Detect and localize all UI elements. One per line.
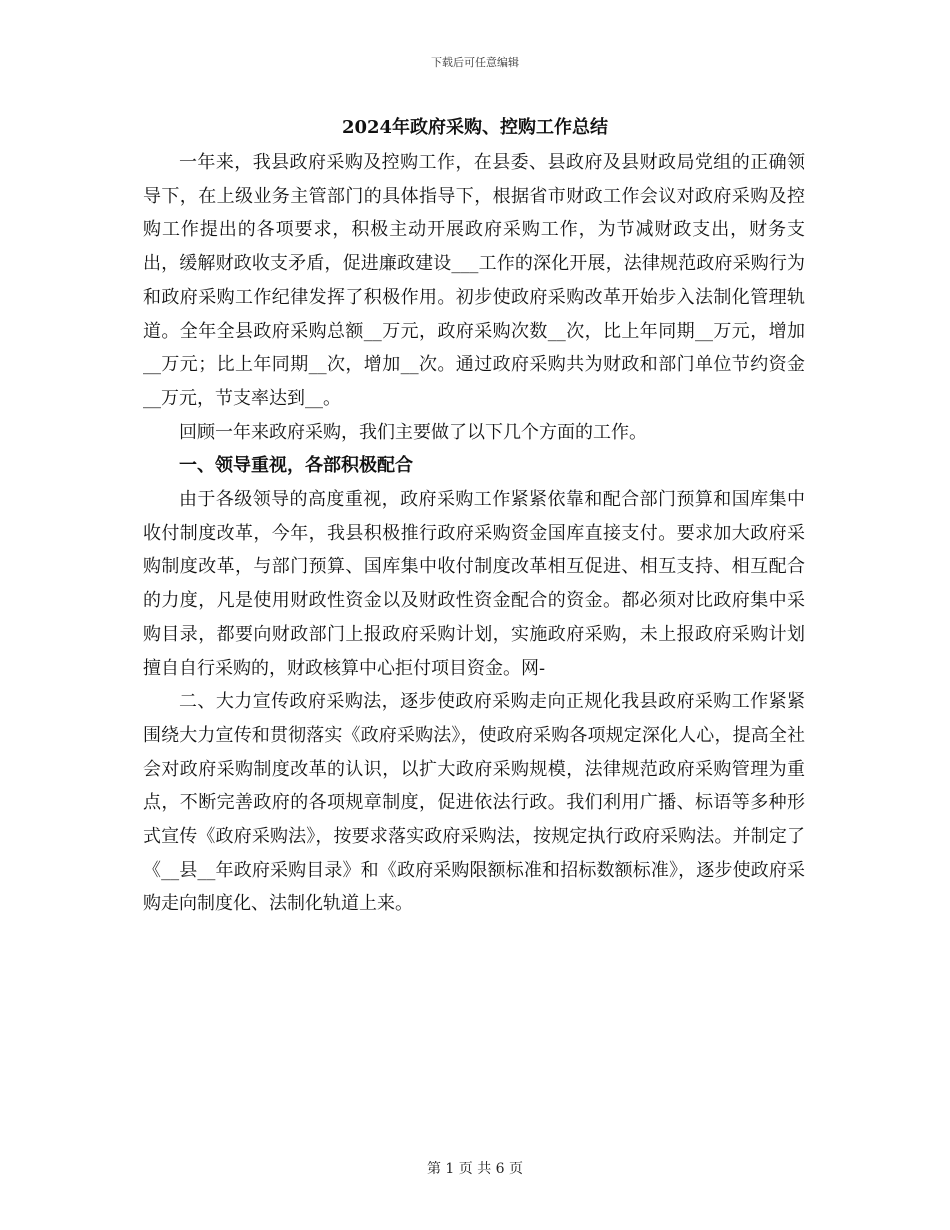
section-heading-1: 一、领导重视，各部积极配合 xyxy=(179,455,413,477)
paragraph-intro: 一年来，我县政府采购及控购工作，在县委、县政府及县财政局党组的正确领导下，在上级业务主管部门的具体指导下，根据省市财政工作会议对政府采购及控购工作提出的各项要求，积极主动开展政府采购工作，为节减财政支出，财务支出，缓解财政收支矛盾，促进廉政建设___工作的深化开展，法律规范政府采购行为和政府采购工作纪律发挥了积极作用。初步使政府采购改革开始步入法制化管理轨道。全年全县政府采购总额__万元，政府采购次数__次，比上年同期__万元，增加__万元；比上年同期__次，增加__次。通过政府采购共为财政和部门单位节约资金__万元，节支率达到__。 xyxy=(143,152,805,409)
paragraph-review: 回顾一年来政府采购，我们主要做了以下几个方面的工作。 xyxy=(179,421,647,443)
paragraph-section-2: 二、大力宣传政府采购法，逐步使政府采购走向正规化我县政府采购工作紧紧围绕大力宣传和贯彻落实《政府采购法》，使政府采购各项规定深化人心，提高全社会对政府采购制度改革的认识，以扩大政府采购规模，法律规范政府采购管理为重点，不断完善政府的各项规章制度，促进依法行政。我们利用广播、标语等多种形式宣传《政府采购法》，按要求落实政府采购法，按规定执行政府采购法。并制定了《__县__年政府采购目录》和《政府采购限额标准和招标数额标准》，逐步使政府采购走向制度化、法制化轨道上来。 xyxy=(143,691,805,915)
page-number: 第 1 页 共 6 页 xyxy=(426,1161,524,1177)
page-header-note: 下载后可任意编辑 xyxy=(431,56,519,69)
document-title: 2024年政府采购、控购工作总结 xyxy=(341,117,609,138)
paragraph-section-1: 由于各级领导的高度重视，政府采购工作紧紧依靠和配合部门预算和国库集中收付制度改革，今年，我县积极推行政府采购资金国库直接支付。要求加大政府采购制度改革，与部门预算、国库集中收付制度改革相互促进、相互支持、相互配合的力度，凡是使用财政性资金以及财政性资金配合的资金。都必须对比政府集中采购目录，都要向财政部门上报政府采购计划，实施政府采购，未上报政府采购计划擅自自行采购的，财政核算中心拒付项目资金。网- xyxy=(143,489,805,679)
document-body xyxy=(143,146,805,921)
